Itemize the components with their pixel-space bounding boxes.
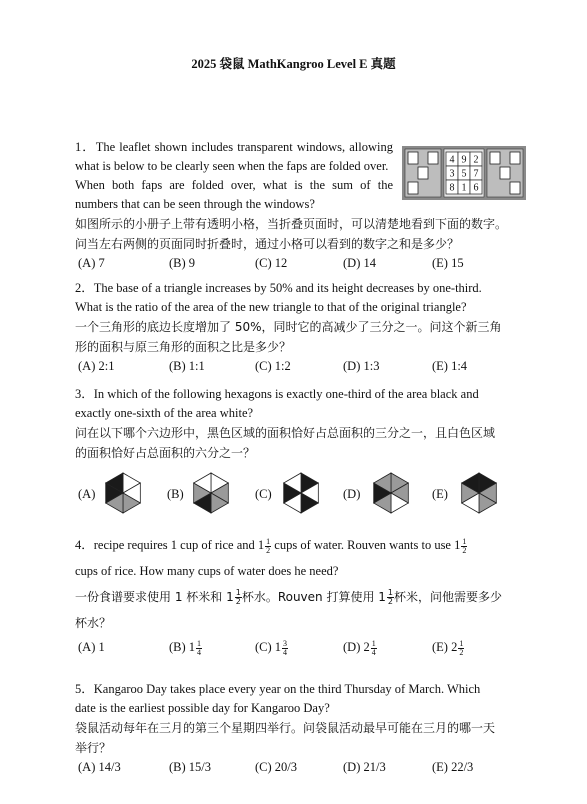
option-b[interactable]: (B) 9: [169, 256, 196, 270]
question-1: 1．The leaflet shown includes transparent windows, allowing what is below to be clearly seen when the faps are folded over. When both faps are folded over, what is the sum of the numbers that can be seen through the windows? 如图所示的小册子上带有透明小格，当折叠页面时，可以清楚地看到下面的数字。 问当左右两侧的页面同时折叠时，通过小格可以看到的数字之和是多少？ (A) 7 (B) 9 (C) 12 (D) 14 (E) 15: [75, 138, 515, 272]
option-e[interactable]: (E) 22/3: [432, 760, 474, 774]
option-b[interactable]: (B) 15/3: [169, 760, 212, 774]
grid-number: 5: [461, 168, 467, 180]
question-1-options: [75, 254, 515, 272]
option-e[interactable]: (E) 15: [432, 256, 464, 270]
option-b[interactable]: (B) 1:1: [169, 359, 205, 373]
option-c[interactable]: (C) 1:2: [255, 359, 291, 373]
leaflet-figure: [402, 146, 526, 200]
question-4: 4．recipe requires 1 cup of rice and 1 $\frac{1}{2}$ cups of water. Rouven wants to use 1 $\frac{1}{2}$ cups of rice. How many cups of water does he need? 一份食谱要求使用 1 杯米和 1 $\frac{1}{2}$ 杯水。Rouven 打算使用 1 $\frac{1}{2}$ 杯米，问他需要多少 杯水？ (A) 1 (B) 1 $\frac{1}{4}$ (C) 1 $\frac{3}{4}$ (D) 2 $\frac{1}{4}$ (E) 2 $\frac{1}{2}$: [75, 532, 515, 658]
grid-number: 4: [449, 154, 455, 166]
grid-number: 7: [473, 168, 479, 180]
hexagon-a[interactable]: [99, 471, 147, 515]
hexagon-e[interactable]: [455, 471, 503, 515]
option-a[interactable]: (A) 2:1: [78, 359, 115, 373]
option-d[interactable]: (D): [343, 487, 361, 501]
grid-number: 1: [461, 182, 467, 194]
option-d[interactable]: (D) 2 $\frac{1}{4}$: [343, 638, 376, 657]
question-4-options: [75, 636, 515, 658]
option-e[interactable]: (E) 2 $\frac{1}{2}$: [432, 638, 464, 657]
grid-number: 6: [473, 182, 479, 194]
grid-number: 2: [473, 154, 479, 166]
question-3-options: [75, 471, 515, 515]
option-e[interactable]: (E) 1:4: [432, 359, 468, 373]
option-a[interactable]: (A) 7: [78, 256, 105, 270]
fraction-one-half: $\frac{1}{2}$: [235, 588, 241, 606]
option-e[interactable]: (E): [432, 487, 448, 501]
option-d[interactable]: (D) 14: [343, 256, 376, 270]
option-a[interactable]: (A) 14/3: [78, 760, 121, 774]
option-c[interactable]: (C) 12: [255, 256, 288, 270]
question-2: 2．The base of a triangle increases by 50% and its height decreases by one-third. What is the ratio of the area of the new triangle to that of the original triangle? 一个三角形的底边长度增加了 50%，同时它的高减少了三分之一。问这个新三角 形的面积与原三角形的面积之比是多少？ (A) 2:1 (B) 1:1 (C) 1:2 (D) 1:3 (E) 1:4: [75, 279, 515, 375]
hexagon-c[interactable]: [277, 471, 325, 515]
magic-square-grid: [446, 152, 482, 194]
fraction-one-half: $\frac{1}{2}$: [266, 536, 271, 555]
option-c[interactable]: (C): [255, 487, 272, 501]
grid-number: 3: [449, 168, 455, 180]
question-3: 3．In which of the following hexagons is exactly one-third of the area black and exactly one-sixth of the area white? 问在以下哪个六边形中，黑色区域的面积恰好占总面积的三分之一，且白色区域 的面积恰好占总面积的六分之一？ (A) (B) (C) (D) (E): [75, 385, 515, 515]
option-c[interactable]: (C) 20/3: [255, 760, 298, 774]
fraction-one-half: $\frac{1}{2}$: [462, 536, 467, 555]
option-a[interactable]: (A): [78, 487, 96, 501]
grid-number: 8: [449, 182, 455, 194]
option-b[interactable]: (B) 1 $\frac{1}{4}$: [169, 638, 202, 657]
question-4-english-line-1: 4．recipe requires 1 cup of rice and 1 $\frac{1}{2}$ cups of water. Rouven wants to use 1 $\frac{1}{2}$: [75, 536, 467, 555]
question-1-english: 1．The leaflet shown includes transparent windows, allowing what is below to be clearly seen when the faps are folded over. When both faps are folded over, what is the sum of the numbers that can be seen through the windows?: [75, 140, 393, 211]
question-4-chinese-line-1: 一份食谱要求使用 1 杯米和 1 $\frac{1}{2}$ 杯水。Rouven 打算使用 1 $\frac{1}{2}$ 杯米，问他需要多少: [75, 588, 503, 606]
option-d[interactable]: (D) 1:3: [343, 359, 380, 373]
hexagon-b[interactable]: [187, 471, 235, 515]
question-5-options: [75, 758, 515, 776]
question-2-options: [75, 357, 515, 375]
page-title: 2025 袋鼠 MathKangroo Level E 真题: [191, 57, 396, 71]
option-a[interactable]: (A) 1: [78, 640, 105, 654]
question-5: 5．Kangaroo Day takes place every year on the third Thursday of March. Which date is the earliest possible day for Kangaroo Day? 袋鼠活动每年在三月的第三个星期四举行。问袋鼠活动最早可能在三月的哪一天 举行？ (A) 14/3 (B) 15/3 (C) 20/3 (D) 21/3 (E) 22/3: [75, 680, 515, 776]
option-d[interactable]: (D) 21/3: [343, 760, 386, 774]
grid-number: 9: [461, 154, 467, 166]
option-b[interactable]: (B): [167, 487, 184, 501]
hexagon-d[interactable]: [367, 471, 415, 515]
option-c[interactable]: (C) 1 $\frac{3}{4}$: [255, 638, 288, 657]
fraction-one-half: $\frac{1}{2}$: [387, 588, 394, 606]
